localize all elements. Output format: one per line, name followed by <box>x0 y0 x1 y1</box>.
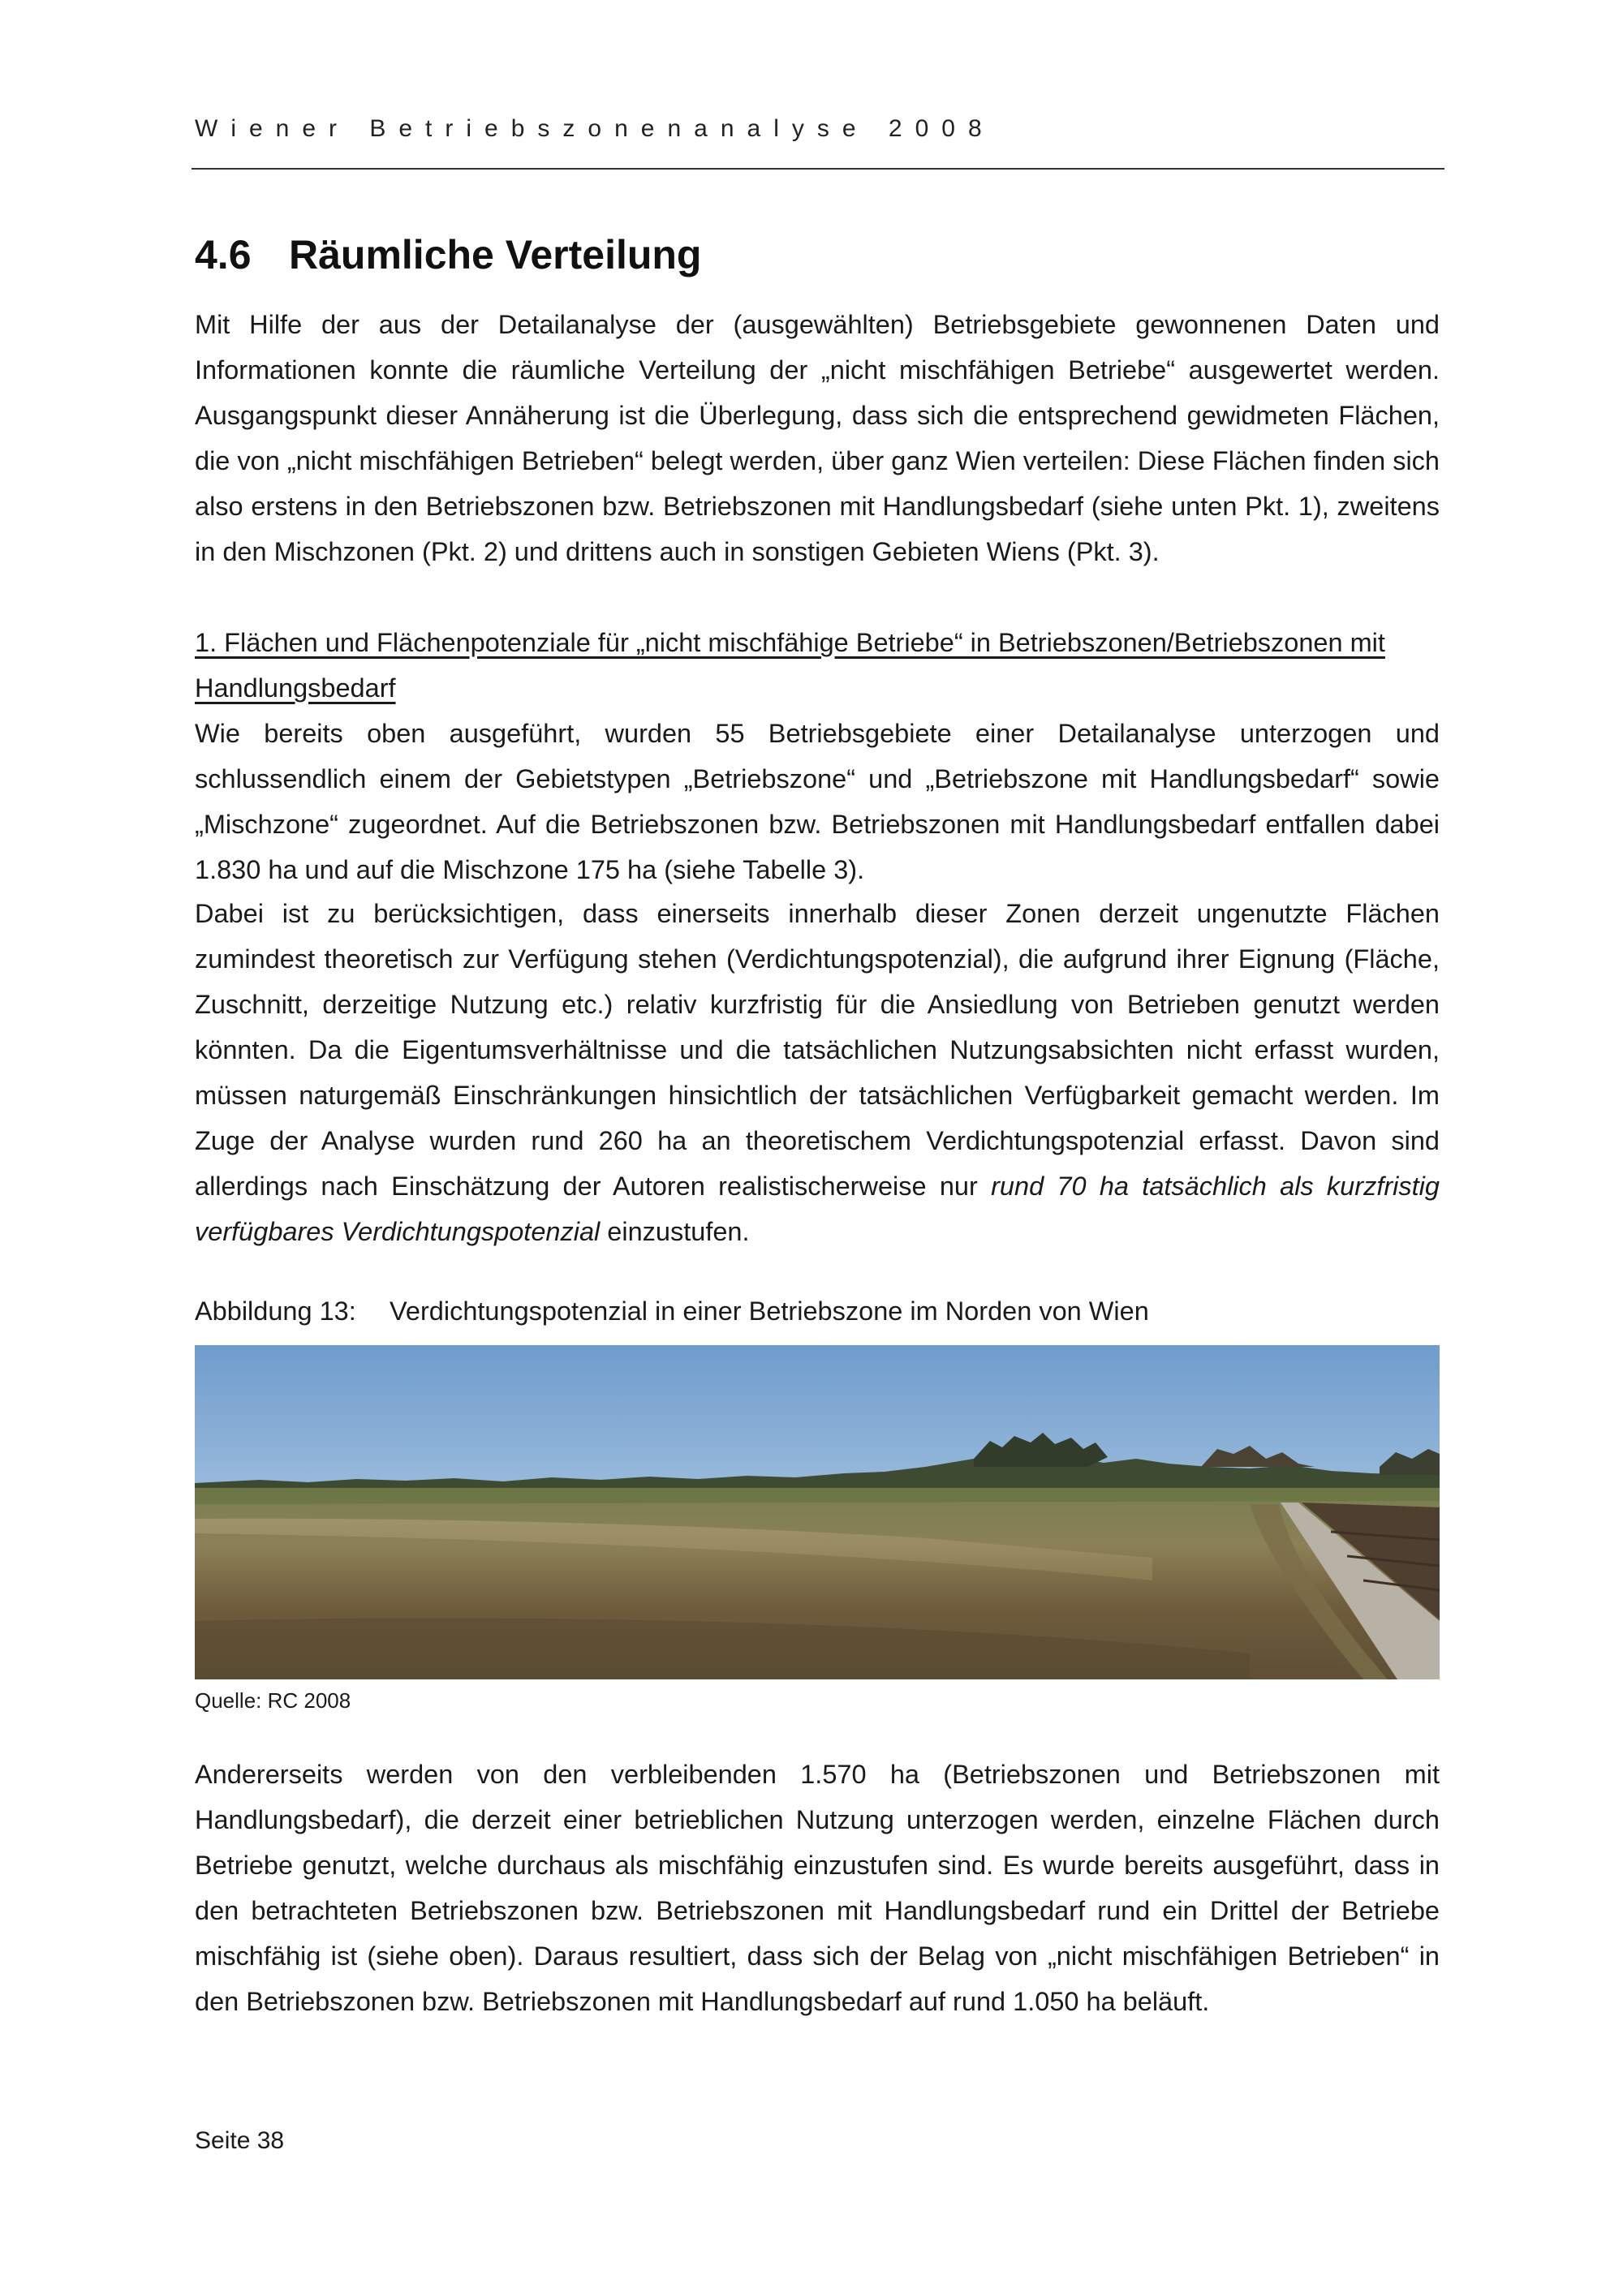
paragraph-tail: einzustufen. <box>600 1217 750 1246</box>
running-header: Wiener Betriebszonenanalyse 2008 <box>195 115 995 142</box>
paragraph-detailanalyse: Wie bereits oben ausgeführt, wurden 55 Betriebsgebiete einer Detailanalyse unterzogen und schlussendlich einem der Gebietstypen „Betriebszone“ und „Betriebszone mit Handlungsbedarf“ sowie „Mischzone“ zugeordnet. Auf die Betriebszonen bzw. Betriebszonen mit Handlungsbedarf entfallen dabei 1.830 ha und auf die Mischzone 175 ha (siehe Tabelle 3). <box>195 719 1440 884</box>
emphasis-text: rund 70 ha tatsächlich als kurzfristig verfügbares Verdichtungspotenzial <box>195 1172 1440 1246</box>
figure-source: Quelle: RC 2008 <box>195 1688 351 1713</box>
header-rule <box>192 168 1444 170</box>
figure-label: Abbildung 13: <box>195 1296 356 1326</box>
page-number: Seite 38 <box>195 2127 285 2154</box>
paragraph-text: Dabei ist zu berücksichtigen, dass einerseits innerhalb dieser Zonen derzeit ungenutzte Flächen zumindest theoretisch zur Verfügung stehen (Verdichtungspotenzial), die aufgrund ihrer Eignung (Fläche, Zuschnitt, derzeitige Nutzung etc.) relativ kurzfristig für die Ansiedlung von Betrieben genutzt werden könnten. Da die Eigentumsverhältnisse und die tatsächlichen Nutzungsabsichten nicht erfasst wurden, müssen naturgemäß Einschränkungen hinsichtlich der tatsächlichen Verfügbarkeit gemacht werden. Im Zuge der Analyse wurden rund 260 ha an theoretischem Verdichtungspotenzial erfasst. Davon sind allerdings nach Einschätzung der Autoren realistischerweise nur <box>195 899 1440 1201</box>
section-heading: Räumliche Verteilung <box>289 232 702 277</box>
section-title <box>195 231 701 278</box>
paragraph-mischfaehig: Andererseits werden von den verbleibenden 1.570 ha (Betriebszonen und Betriebszonen mit Handlungsbedarf), die derzeit einer betrieblichen Nutzung unterzogen werden, einzelne Flächen durch Betriebe genutzt, welche durchaus als mischfähig einzustufen sind. Es wurde bereits ausgeführt, dass in den betrachteten Betriebszonen bzw. Betriebszonen mit Handlungsbedarf rund ein Drittel der Betriebe mischfähig ist (siehe oben). Daraus resultiert, dass sich der Belag von „nicht mischfähigen Betrieben“ in den Betriebszonen bzw. Betriebszonen mit Handlungsbedarf auf rund 1.050 ha beläuft. <box>195 1760 1440 2016</box>
paragraph-intro: Mit Hilfe der aus der Detailanalyse der (ausgewählten) Betriebsgebiete gewonnenen Daten und Informationen konnte die räumliche Verteilung der „nicht mischfähigen Betriebe“ ausgewertet werden. Ausgangspunkt dieser Annäherung ist die Überlegung, dass sich die entsprechend gewidmeten Flächen, die von „nicht mischfähigen Betrieben“ belegt werden, über ganz Wien verteilen: Diese Flächen finden sich also erstens in den Betriebszonen bzw. Betriebszonen mit Handlungsbedarf (siehe unten Pkt. 1), zweitens in den Mischzonen (Pkt. 2) und drittens auch in sonstigen Gebieten Wiens (Pkt. 3). <box>195 310 1440 566</box>
paragraph-verdichtungspotenzial <box>195 891 1440 1254</box>
section-number: 4.6 <box>195 232 252 277</box>
panorama-photo <box>195 1345 1440 1679</box>
figure-caption-text: Verdichtungspotenzial in einer Betriebszone im Norden von Wien <box>390 1296 1149 1326</box>
subheading-point-1: 1. Flächen und Flächenpotenziale für „nicht mischfähige Betriebe“ in Betriebszonen/Betriebszonen mit Handlungsbedarf <box>195 628 1385 703</box>
figure-caption <box>195 1295 1149 1327</box>
